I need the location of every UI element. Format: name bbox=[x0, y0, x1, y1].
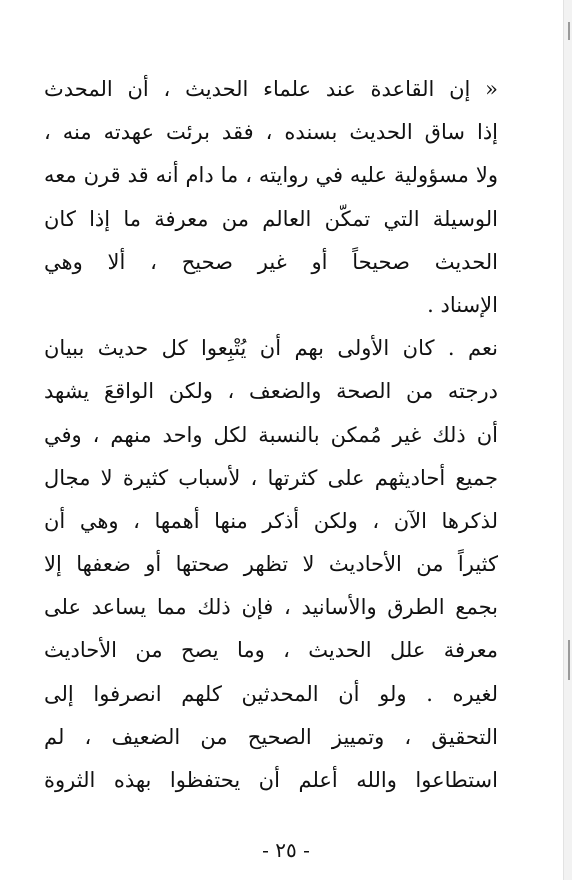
text-line: بجمع الطرق والأسانيد ، فإن ذلك مما يساعد على bbox=[44, 595, 498, 620]
body-text bbox=[44, 68, 498, 802]
text-line: الإسناد . bbox=[427, 292, 498, 317]
text-line: « إن القاعدة عند علماء الحديث ، أن المحدث bbox=[44, 77, 498, 101]
text-line: نعم . كان الأولى بهم أن يُتْبِعوا كل حديث ببيان bbox=[44, 336, 498, 361]
scan-mark bbox=[568, 22, 570, 40]
page-number: - ٢٥ - bbox=[262, 838, 310, 862]
text-line: التحقيق ، وتمييز الصحيح من الضعيف ، لم bbox=[44, 724, 498, 749]
text-line: كثيراً من الأحاديث لا تظهر صحتها أو ضعفها إلا bbox=[44, 552, 498, 577]
text-line: درجته من الصحة والضعف ، ولكن الواقعَ يشهد bbox=[44, 379, 498, 404]
text-line: جميع أحاديثهم على كثرتها ، لأسباب كثيرة لا مجال bbox=[44, 465, 498, 490]
text-line: الحديث صحيحاً أو غير صحيح ، ألا وهي bbox=[44, 249, 498, 274]
text-line: معرفة علل الحديث ، وما يصح من الأحاديث bbox=[44, 638, 498, 663]
text-line: استطاعوا والله أعلم أن يحتفظوا بهذه الثروة bbox=[44, 768, 498, 792]
text-line: لذكرها الآن ، ولكن أذكر منها أهمها ، وهي أن bbox=[44, 508, 498, 533]
scan-mark bbox=[568, 640, 570, 680]
text-line: ولا مسؤولية عليه في روايته ، ما دام أنه قد قرن معه bbox=[44, 163, 498, 188]
scan-edge bbox=[563, 0, 572, 880]
text-line: أن ذلك غير مُمكن بالنسبة لكل واحد منهم ، وفي bbox=[44, 422, 498, 447]
text-line: إذا ساق الحديث بسنده ، فقد برئت عهدته منه ، bbox=[44, 120, 498, 145]
text-line: لغيره . ولو أن المحدثين كلهم انصرفوا إلى bbox=[44, 681, 498, 706]
text-line: الوسيلة التي تمكّن العالم من معرفة ما إذا كان bbox=[44, 206, 498, 231]
